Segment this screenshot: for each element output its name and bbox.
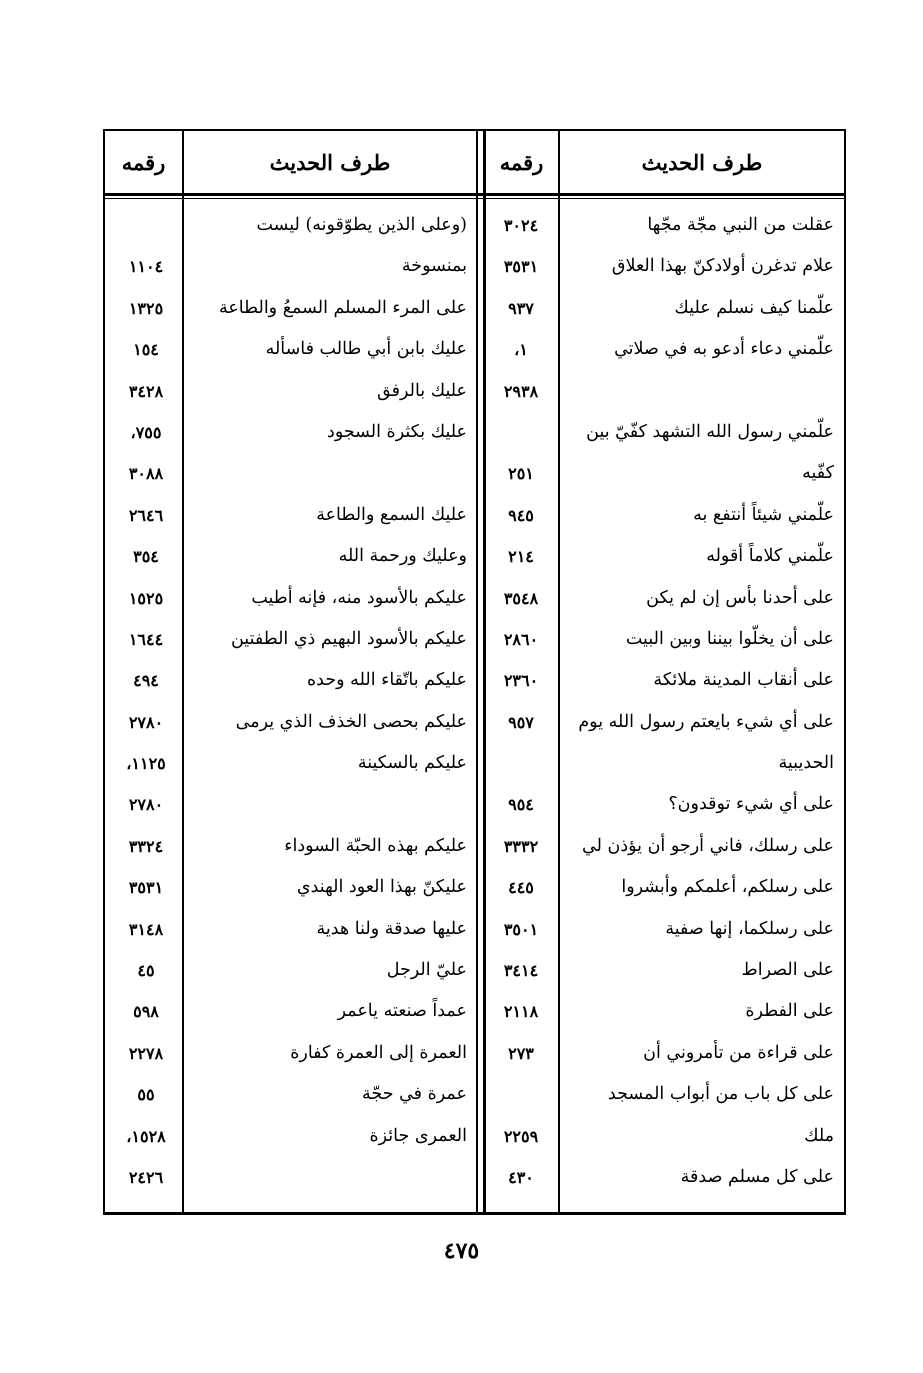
hadith-text-left: عليكم باتّقاء الله وحده	[307, 670, 467, 691]
table-row	[105, 536, 844, 577]
table-row	[105, 412, 844, 453]
hadith-text-left: عليك بابن أبي طالب فاسأله	[265, 339, 467, 360]
hadith-number-left: ٤٩٤	[133, 671, 159, 691]
hadith-number-right: ٣٥٣١	[503, 257, 539, 277]
hadith-text-right: علّمنا كيف نسلم عليك	[674, 297, 834, 318]
hadith-text-right: علّمني رسول الله التشهد كفّيّ بين	[586, 421, 834, 442]
hadith-text-left	[187, 453, 467, 494]
header-rule	[105, 198, 844, 199]
hadith-text-left: عليكم بالأسود منه، فإنه أطيب	[251, 587, 467, 608]
table-row	[105, 826, 844, 867]
hadith-text-right: على أحدنا بأس إن لم يكن	[646, 587, 834, 608]
table-row	[105, 453, 844, 494]
hadith-number-left: ٣٤٢٨	[128, 381, 164, 401]
hadith-number-left: ٣٥٤	[133, 547, 159, 567]
hadith-text-left: عليكم بحصى الخذف الذي يرمى	[235, 711, 467, 732]
hadith-text-left: (وعلى الذين يطوّقونه) ليست	[256, 215, 467, 235]
hadith-number-left: ١٥٢٨،	[126, 1126, 166, 1146]
hadith-number-right: ٢٨٦٠	[503, 629, 539, 649]
hadith-text-right: علّمني شيئاً أنتفع به	[693, 504, 834, 525]
hadith-number-right: ٣٤١٤	[503, 961, 539, 981]
hadith-text-right: على أنقاب المدينة ملائكة	[653, 670, 834, 691]
hadith-text-left: عليكم بالأسود البهيم ذي الطفتين	[230, 628, 467, 649]
hadith-number-left	[109, 205, 183, 246]
hadith-number-right	[483, 1074, 559, 1115]
hadith-text-right: على كل مسلم صدقة	[680, 1166, 834, 1187]
header-hadith-right: طرف الحديث	[641, 150, 763, 175]
hadith-number-right: ٢٧٣	[508, 1043, 534, 1063]
hadith-number-right: ٩٤٥	[508, 505, 534, 525]
hadith-number-right: ٢٥١	[508, 464, 534, 484]
hadith-number-left: ١١٢٥،	[126, 754, 166, 774]
hadith-number-right: ٣٥٠١	[503, 919, 539, 939]
hadith-text-right: على أي شيء بايعتم رسول الله يوم	[578, 711, 834, 732]
hadith-number-right: ٢٣٦٠	[503, 671, 539, 691]
hadith-number-right	[483, 412, 559, 453]
hadith-number-left: ٧٥٥،	[130, 422, 162, 442]
hadith-number-right: ٢١١٨	[503, 1002, 539, 1022]
hadith-number-right: ٤٤٥	[508, 878, 534, 898]
hadith-text-right: كفّيه	[802, 463, 834, 484]
hadith-text-left: عليك السمع والطاعة	[316, 504, 467, 525]
table-row	[105, 205, 844, 246]
table-row	[105, 1074, 844, 1115]
table-row	[105, 329, 844, 370]
hadith-number-right: ٢١٤	[508, 547, 534, 567]
hadith-text-right	[560, 371, 834, 412]
table-row	[105, 660, 844, 701]
hadith-text-left: عليّ الرجل	[386, 960, 467, 981]
hadith-number-left: ٢٤٢٦	[128, 1167, 164, 1187]
hadith-text-right: على أي شيء توقدون؟	[668, 794, 834, 815]
table-row	[105, 288, 844, 329]
hadith-number-left: ٢٧٨٠	[128, 795, 164, 815]
hadith-text-left: عليك بالرفق	[377, 380, 467, 401]
hadith-number-left: ٣٥٣١	[128, 878, 164, 898]
table-row	[105, 867, 844, 908]
hadith-number-right: ٣٠٢٤	[503, 216, 539, 235]
hadith-text-left: العمرى جائزة	[369, 1125, 467, 1146]
hadith-text-right: على رسلكما، إنها صفية	[665, 918, 834, 939]
hadith-number-right: ٩٥٧	[508, 712, 534, 732]
hadith-text-right: على كل باب من أبواب المسجد	[607, 1084, 834, 1105]
hadith-number-right: ٩٣٧	[508, 298, 534, 318]
hadith-number-left: ١٥٢٥	[128, 588, 164, 608]
table-row	[105, 1116, 844, 1157]
header-hadith-left: طرف الحديث	[269, 150, 391, 175]
header-number-right: رقمه	[499, 150, 544, 175]
hadith-text-right: على قراءة من تأمروني أن	[643, 1042, 834, 1063]
table-row	[105, 702, 844, 743]
hadith-text-left: على المرء المسلم السمعُ والطاعة	[218, 297, 467, 318]
hadith-number-left: ١٣٢٥	[128, 298, 164, 318]
hadith-number-left: ٤٥	[137, 961, 155, 981]
table-row	[105, 743, 844, 784]
hadith-number-right: ٣٥٤٨	[503, 588, 539, 608]
hadith-number-left: ١٦٤٤	[128, 629, 164, 649]
hadith-text-right: علّمني كلاماً أقوله	[706, 546, 834, 567]
table-row	[105, 784, 844, 825]
hadith-text-right: علام تدغرن أولادكنّ بهذا العلاق	[611, 256, 834, 277]
table-row	[105, 1157, 844, 1198]
hadith-text-left: عليكم بهذه الحبّة السوداء	[284, 835, 467, 856]
table-row	[105, 371, 844, 412]
hadith-number-right: ٣٣٣٢	[503, 836, 539, 856]
hadith-text-left	[187, 784, 467, 825]
hadith-text-left: وعليك ورحمة الله	[338, 546, 467, 567]
hadith-number-right: ٤٣٠	[508, 1167, 534, 1187]
hadith-number-left: ٢٧٨٠	[128, 712, 164, 732]
hadith-number-left: ١١٠٤	[128, 257, 164, 277]
hadith-text-right: ملك	[804, 1125, 834, 1146]
table-row	[105, 909, 844, 950]
hadith-number-left: ١٥٤	[133, 340, 159, 360]
hadith-number-left: ٥٥	[137, 1085, 155, 1105]
hadith-number-left: ٣٠٨٨	[128, 464, 164, 484]
hadith-text-left: العمرة إلى العمرة كفارة	[290, 1042, 467, 1063]
hadith-text-left	[187, 1157, 467, 1198]
hadith-text-right: عقلت من النبي مجّة مجّها	[647, 215, 834, 235]
hadith-number-right: ١،	[514, 340, 528, 360]
hadith-number-right: ٩٥٤	[508, 795, 534, 815]
table-body	[105, 205, 844, 1198]
hadith-number-left: ٣٣٢٤	[128, 836, 164, 856]
hadith-text-right: الحديبية	[778, 753, 834, 774]
hadith-text-left: بمنسوخة	[401, 256, 467, 277]
hadith-text-right: علّمني دعاء أدعو به في صلاتي	[614, 339, 834, 360]
hadith-number-right	[483, 743, 559, 784]
table-row	[105, 991, 844, 1032]
hadith-text-left: عليك بكثرة السجود	[327, 421, 467, 442]
hadith-text-left: عليها صدقة ولنا هدية	[316, 918, 467, 939]
table-row	[105, 495, 844, 536]
hadith-number-left: ٣١٤٨	[128, 919, 164, 939]
hadith-number-right: ٢٢٥٩	[503, 1126, 539, 1146]
hadith-text-left: عليكنّ بهذا العود الهندي	[296, 877, 467, 898]
table-row	[105, 246, 844, 287]
hadith-text-right: على رسلكم، أعلمكم وأبشروا	[621, 877, 834, 898]
hadith-number-left: ٢٢٧٨	[128, 1043, 164, 1063]
table-row	[105, 619, 844, 660]
table-row	[105, 1033, 844, 1074]
hadith-text-left: عمداً صنعته ياعمر	[337, 1001, 467, 1022]
table-row	[105, 950, 844, 991]
hadith-text-left: عمرة في حجّة	[362, 1084, 467, 1105]
page-number: ٤٧٥	[443, 1238, 480, 1264]
hadith-text-right: على رسلك، فاني أرجو أن يؤذن لي	[581, 835, 834, 856]
hadith-number-right: ٢٩٣٨	[503, 381, 539, 401]
hadith-text-left: عليكم بالسكينة	[357, 753, 467, 774]
hadith-text-right: على أن يخلّوا بيننا وبين البيت	[625, 628, 834, 649]
index-table	[103, 129, 846, 1215]
hadith-text-right: على الصراط	[741, 960, 834, 981]
hadith-text-right: على الفطرة	[745, 1001, 834, 1022]
hadith-number-left: ٥٩٨	[133, 1002, 159, 1022]
hadith-number-left: ٢٦٤٦	[128, 505, 164, 525]
table-row	[105, 578, 844, 619]
header-number-left: رقمه	[121, 150, 166, 175]
header-rule	[105, 193, 844, 196]
